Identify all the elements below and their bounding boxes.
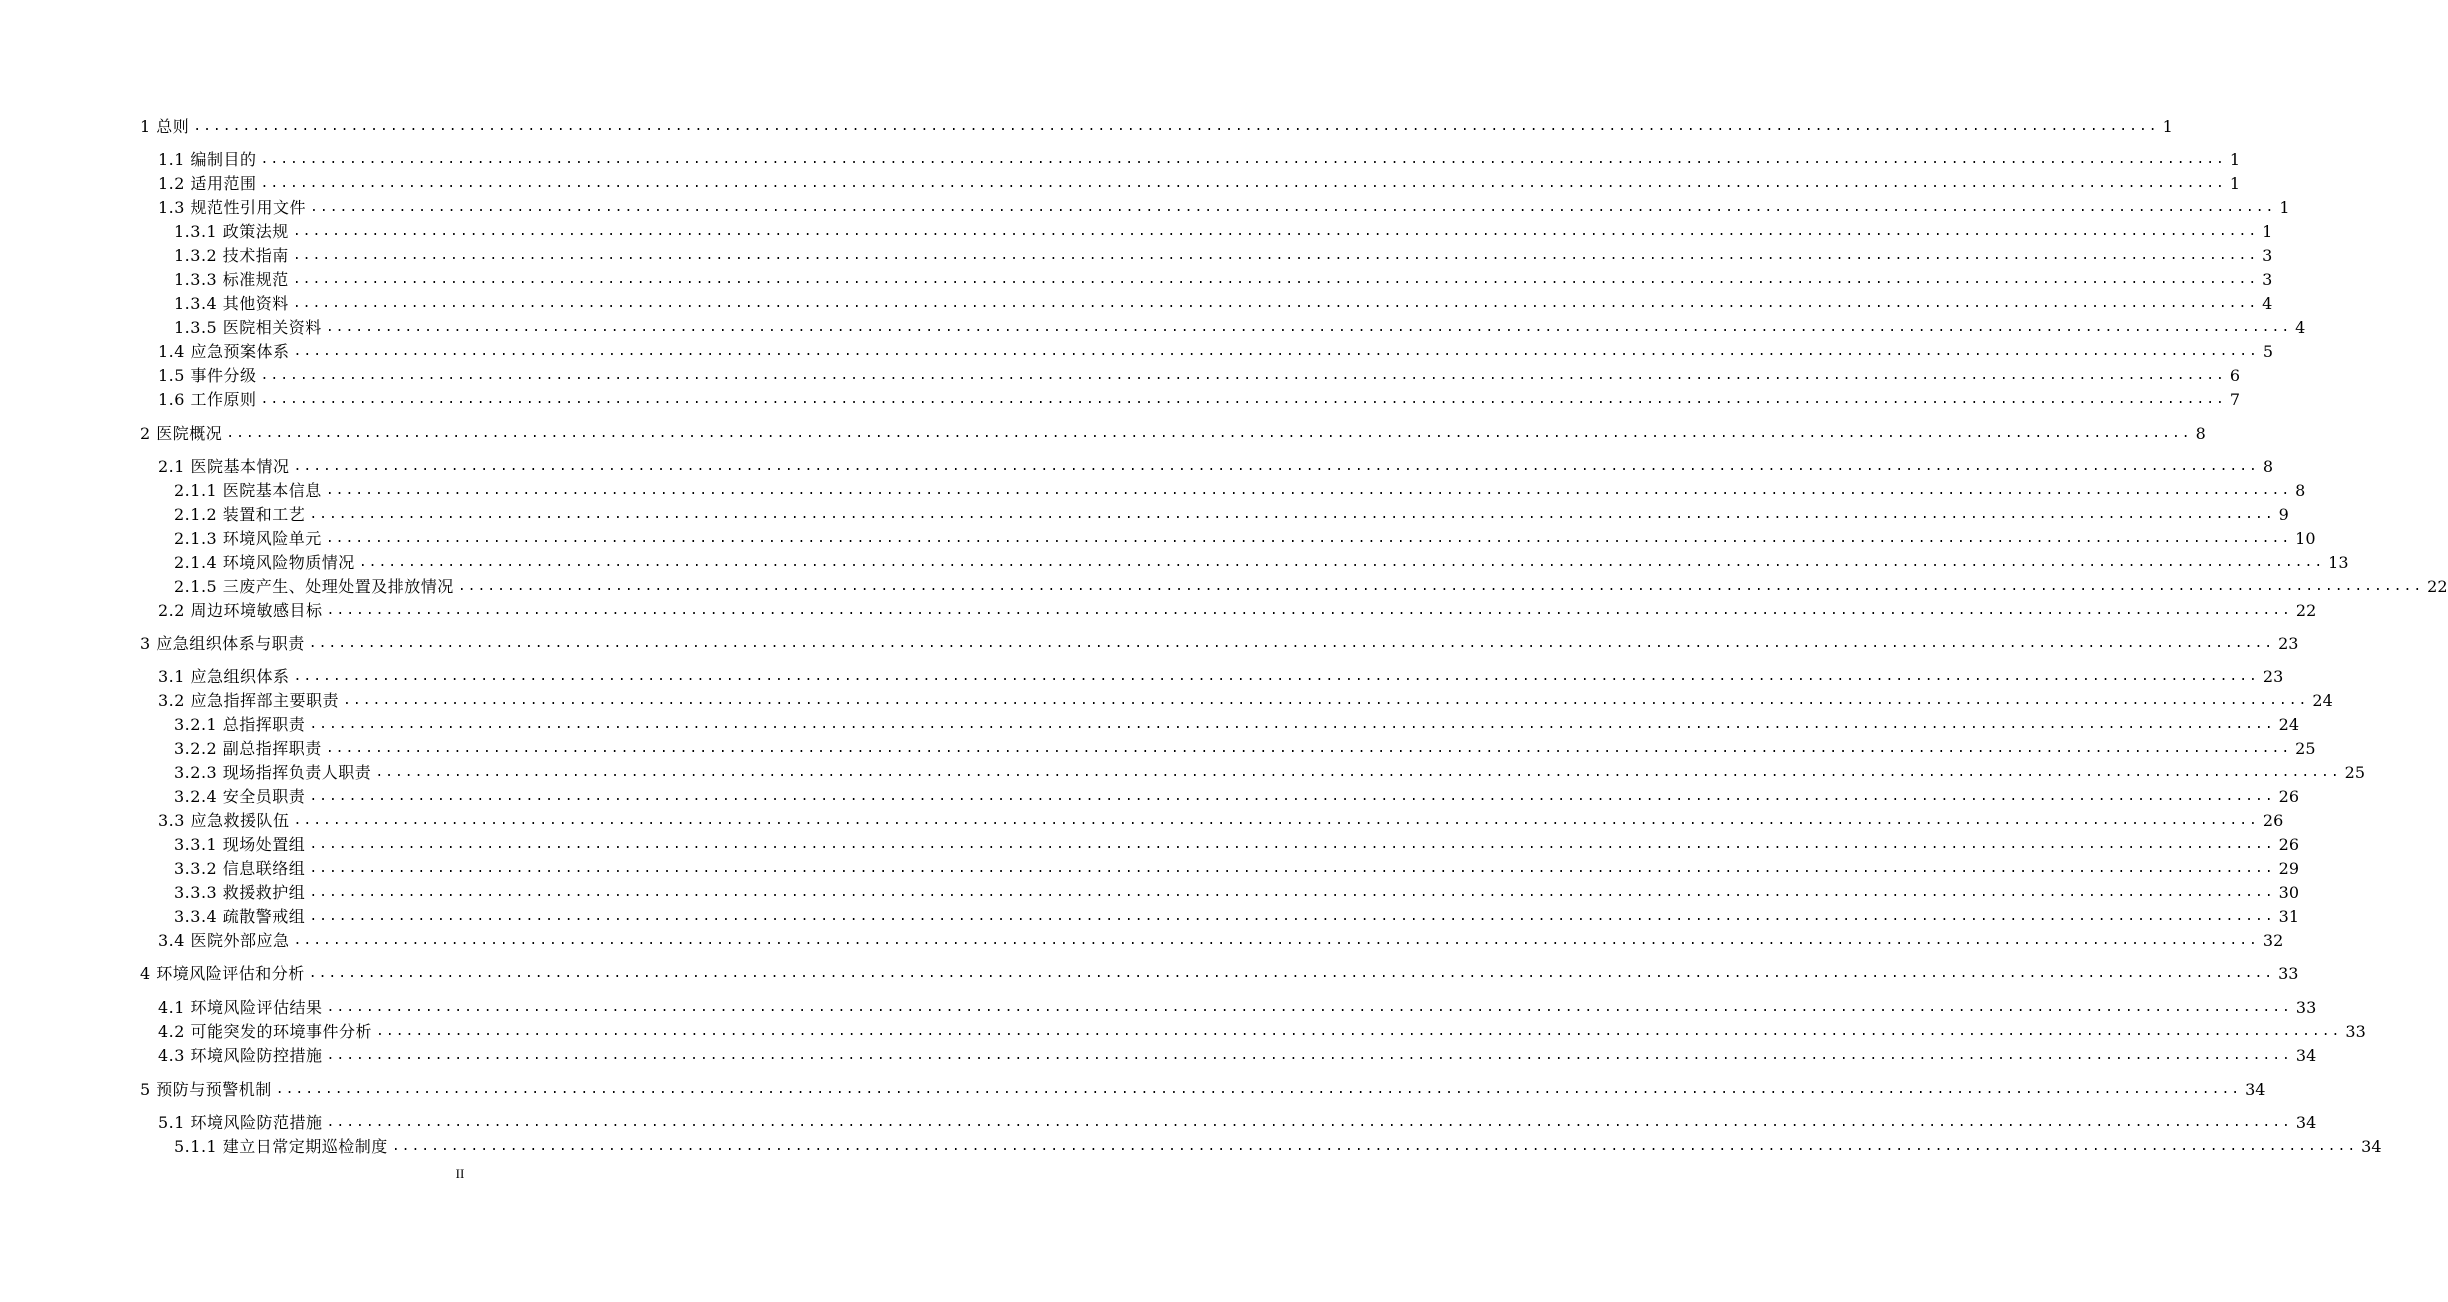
toc-entry-page-number: 4 <box>2262 294 2273 313</box>
toc-entry-page-number: 31 <box>2278 907 2300 926</box>
toc-dot-leader: ........................................................................................................................................................................................................ <box>260 152 2226 167</box>
toc-entry-page-number: 7 <box>2229 390 2241 409</box>
toc-dot-leader: ........................................................................................................................................................................................................ <box>292 248 2259 263</box>
toc-entry-level-3[interactable] <box>174 525 2316 549</box>
toc-dot-leader: ........................................................................................................................................................................................................ <box>326 1115 2292 1130</box>
toc-dot-leader: ........................................................................................................................................................................................................ <box>325 531 2292 546</box>
toc-entry-label: 3.2.1 总指挥职责 <box>174 715 306 734</box>
toc-entry-label: 3.3.1 现场处置组 <box>174 835 306 854</box>
toc-entry-label: 3.2.4 安全员职责 <box>174 787 306 806</box>
toc-entry-label: 5.1.1 建立日常定期巡检制度 <box>174 1137 388 1156</box>
toc-entry-level-2[interactable] <box>158 170 2241 194</box>
toc-dot-leader: ........................................................................................................................................................................................................ <box>292 272 2259 287</box>
toc-entry-level-2[interactable] <box>158 1109 2317 1133</box>
toc-entry-page-number: 1 <box>2162 117 2173 136</box>
toc-entry-level-2[interactable] <box>158 194 2290 218</box>
toc-entry-page-number: 8 <box>2295 481 2306 500</box>
toc-dot-leader: ........................................................................................................................................................................................................ <box>326 1000 2292 1015</box>
toc-entry-label: 4.3 环境风险防控措施 <box>158 1046 323 1065</box>
toc-entry-level-2[interactable] <box>158 994 2317 1018</box>
toc-dot-leader: ........................................................................................................................................................................................................ <box>310 200 2276 215</box>
toc-entry-label: 3 应急组织体系与职责 <box>140 634 305 653</box>
toc-dot-leader: ........................................................................................................................................................................................................ <box>309 885 2275 900</box>
toc-entry-label: 3.2.3 现场指挥负责人职责 <box>174 763 372 782</box>
toc-entry-page-number: 26 <box>2278 787 2300 806</box>
toc-entry-level-3[interactable] <box>174 266 2273 290</box>
toc-entry-label: 4 环境风险评估和分析 <box>140 964 305 983</box>
toc-dot-leader: ........................................................................................................................................................................................................ <box>275 1082 2242 1097</box>
toc-entry-page-number: 34 <box>2245 1080 2266 1099</box>
toc-entry-level-3[interactable] <box>174 735 2316 759</box>
toc-entry-label: 1.1 编制目的 <box>158 150 257 169</box>
toc-entry-level-2[interactable] <box>158 927 2284 951</box>
toc-entry-label: 3.1 应急组织体系 <box>158 667 290 686</box>
toc-dot-leader: ........................................................................................................................................................................................................ <box>326 1048 2292 1063</box>
toc-entry-page-number: 30 <box>2278 883 2300 902</box>
toc-dot-leader: ........................................................................................................................................................................................................ <box>293 813 2259 828</box>
toc-entry-level-3[interactable] <box>174 573 2448 597</box>
toc-dot-leader: ........................................................................................................................................................................................................ <box>260 368 2226 383</box>
toc-entry-level-1[interactable] <box>140 113 2173 137</box>
toc-entry-label: 3.4 医院外部应急 <box>158 931 290 950</box>
toc-entry-label: 1.3.5 医院相关资料 <box>174 318 322 337</box>
toc-entry-page-number: 26 <box>2262 811 2284 830</box>
toc-entry-label: 2.1.5 三废产生、处理处置及排放情况 <box>174 577 454 596</box>
toc-dot-leader: ........................................................................................................................................................................................................ <box>292 296 2259 311</box>
toc-entry-label: 2.1.3 环境风险单元 <box>174 529 322 548</box>
toc-entry-label: 3.3.2 信息联络组 <box>174 859 306 878</box>
toc-entry-level-3[interactable] <box>174 477 2306 501</box>
toc-dot-leader: ........................................................................................................................................................................................................ <box>391 1139 2358 1154</box>
toc-entry-level-1[interactable] <box>140 960 2299 984</box>
toc-entry-page-number: 23 <box>2278 634 2299 653</box>
toc-entry-level-3[interactable] <box>174 831 2300 855</box>
toc-entry-label: 2.1 医院基本情况 <box>158 457 290 476</box>
toc-dot-leader: ........................................................................................................................................................................................................ <box>309 861 2275 876</box>
toc-entry-level-2[interactable] <box>158 146 2241 170</box>
toc-entry-page-number: 4 <box>2295 318 2306 337</box>
toc-entry-level-3[interactable] <box>174 314 2306 338</box>
toc-dot-leader: ........................................................................................................................................................................................................ <box>325 741 2292 756</box>
toc-entry-label: 2.1.2 装置和工艺 <box>174 505 306 524</box>
toc-dot-leader: ........................................................................................................................................................................................................ <box>260 392 2226 407</box>
toc-dot-leader: ........................................................................................................................................................................................................ <box>343 693 2309 708</box>
toc-entry-level-2[interactable] <box>158 1018 2366 1042</box>
toc-dot-leader: ........................................................................................................................................................................................................ <box>325 483 2292 498</box>
toc-entry-level-2[interactable] <box>158 386 2241 410</box>
toc-entry-page-number: 23 <box>2262 667 2284 686</box>
toc-dot-leader: ........................................................................................................................................................................................................ <box>293 344 2259 359</box>
toc-entry-page-number: 33 <box>2278 964 2299 983</box>
toc-entry-level-3[interactable] <box>174 218 2273 242</box>
toc-entry-label: 1.3.4 其他资料 <box>174 294 289 313</box>
toc-entry-label: 1.3.1 政策法规 <box>174 222 289 241</box>
toc-entry-label: 1.3.2 技术指南 <box>174 246 289 265</box>
toc-dot-leader: ........................................................................................................................................................................................................ <box>358 555 2325 570</box>
toc-entry-label: 2.1.1 医院基本信息 <box>174 481 322 500</box>
toc-dot-leader: ........................................................................................................................................................................................................ <box>292 224 2259 239</box>
toc-dot-leader: ........................................................................................................................................................................................................ <box>376 1024 2342 1039</box>
toc-entry-page-number: 25 <box>2295 739 2316 758</box>
toc-dot-leader: ........................................................................................................................................................................................................ <box>309 789 2275 804</box>
toc-entry-label: 4.2 可能突发的环境事件分析 <box>158 1022 373 1041</box>
toc-dot-leader: ........................................................................................................................................................................................................ <box>326 603 2292 618</box>
toc-entry-page-number: 34 <box>2295 1046 2317 1065</box>
toc-entry-level-3[interactable] <box>174 855 2300 879</box>
toc-entry-page-number: 25 <box>2344 763 2366 782</box>
toc-entry-page-number: 9 <box>2278 505 2289 524</box>
toc-entry-page-number: 22 <box>2427 577 2448 596</box>
toc-entry-label: 1.3 规范性引用文件 <box>158 198 307 217</box>
toc-entry-level-3[interactable] <box>174 759 2366 783</box>
toc-entry-page-number: 13 <box>2328 553 2349 572</box>
toc-dot-leader: ........................................................................................................................................................................................................ <box>325 320 2292 335</box>
toc-entry-level-2[interactable] <box>158 1042 2317 1066</box>
toc-entry-level-3[interactable] <box>174 879 2300 903</box>
toc-entry-level-3[interactable] <box>174 549 2349 573</box>
toc-entry-page-number: 3 <box>2262 270 2273 289</box>
toc-dot-leader: ........................................................................................................................................................................................................ <box>293 933 2259 948</box>
toc-entry-page-number: 8 <box>2195 424 2206 443</box>
toc-entry-page-number: 26 <box>2278 835 2300 854</box>
toc-dot-leader: ........................................................................................................................................................................................................ <box>293 459 2259 474</box>
toc-entry-level-2[interactable] <box>158 597 2317 621</box>
page-footer-number: II <box>455 1166 465 1181</box>
toc-entry-level-3[interactable] <box>174 501 2289 525</box>
toc-entry-page-number: 29 <box>2278 859 2300 878</box>
toc-entry-page-number: 5 <box>2262 342 2274 361</box>
toc-dot-leader: ........................................................................................................................................................................................................ <box>309 507 2275 522</box>
toc-entry-page-number: 6 <box>2229 366 2241 385</box>
toc-entry-label: 5.1 环境风险防范措施 <box>158 1113 323 1132</box>
toc-entry-label: 1.6 工作原则 <box>158 390 257 409</box>
toc-entry-level-1[interactable] <box>140 1076 2266 1100</box>
toc-entry-label: 2.1.4 环境风险物质情况 <box>174 553 355 572</box>
toc-entry-label: 3.2.2 副总指挥职责 <box>174 739 322 758</box>
toc-entry-page-number: 1 <box>2229 150 2241 169</box>
toc-entry-label: 3.3.4 疏散警戒组 <box>174 907 306 926</box>
toc-entry-label: 1 总则 <box>140 117 190 136</box>
toc-entry-page-number: 24 <box>2278 715 2300 734</box>
toc-entry-page-number: 34 <box>2295 1113 2317 1132</box>
toc-dot-leader: ........................................................................................................................................................................................................ <box>193 119 2159 134</box>
toc-entry-page-number: 8 <box>2262 457 2274 476</box>
toc-dot-leader: ........................................................................................................................................................................................................ <box>226 426 2192 441</box>
toc-dot-leader: ........................................................................................................................................................................................................ <box>293 669 2259 684</box>
toc-entry-label: 3.3.3 救援救护组 <box>174 883 306 902</box>
toc-entry-page-number: 1 <box>2229 174 2241 193</box>
toc-dot-leader: ........................................................................................................................................................................................................ <box>457 579 2424 594</box>
toc-entry-label: 1.2 适用范围 <box>158 174 257 193</box>
toc-entry-level-2[interactable] <box>158 663 2284 687</box>
toc-entry-level-3[interactable] <box>174 290 2273 314</box>
toc-entry-level-2[interactable] <box>158 338 2274 362</box>
toc-entry-page-number: 1 <box>2279 198 2290 217</box>
toc-entry-page-number: 33 <box>2345 1022 2366 1041</box>
toc-entry-page-number: 34 <box>2361 1137 2382 1156</box>
toc-entry-page-number: 32 <box>2262 931 2284 950</box>
toc-entry-page-number: 33 <box>2295 998 2317 1017</box>
toc-entry-label: 2 医院概况 <box>140 424 223 443</box>
toc-entry-level-2[interactable] <box>158 687 2333 711</box>
toc-dot-leader: ........................................................................................................................................................................................................ <box>260 176 2226 191</box>
toc-entry-level-3[interactable] <box>174 242 2273 266</box>
toc-entry-level-3[interactable] <box>174 903 2300 927</box>
toc-entry-level-3[interactable] <box>174 1133 2382 1157</box>
toc-entry-page-number: 3 <box>2262 246 2273 265</box>
toc-entry-page-number: 22 <box>2295 601 2317 620</box>
toc-entry-page-number: 10 <box>2295 529 2316 548</box>
toc-entry-level-1[interactable] <box>140 420 2206 444</box>
toc-entry-level-1[interactable] <box>140 630 2299 654</box>
toc-entry-label: 2.2 周边环境敏感目标 <box>158 601 323 620</box>
toc-entry-label: 3.2 应急指挥部主要职责 <box>158 691 340 710</box>
toc-entry-page-number: 1 <box>2262 222 2273 241</box>
toc-entry-label: 1.4 应急预案体系 <box>158 342 290 361</box>
toc-dot-leader: ........................................................................................................................................................................................................ <box>375 765 2341 780</box>
toc-dot-leader: ........................................................................................................................................................................................................ <box>309 717 2275 732</box>
toc-entry-page-number: 24 <box>2312 691 2333 710</box>
toc-entry-label: 4.1 环境风险评估结果 <box>158 998 323 1017</box>
toc-entry-label: 5 预防与预警机制 <box>140 1080 272 1099</box>
toc-entry-level-2[interactable] <box>158 362 2241 386</box>
toc-entry-level-2[interactable] <box>158 807 2284 831</box>
toc-dot-leader: ........................................................................................................................................................................................................ <box>308 636 2275 651</box>
toc-entry-label: 3.3 应急救援队伍 <box>158 811 290 830</box>
toc-entry-level-3[interactable] <box>174 711 2300 735</box>
toc-entry-level-3[interactable] <box>174 783 2300 807</box>
toc-entry-level-2[interactable] <box>158 453 2274 477</box>
toc-dot-leader: ........................................................................................................................................................................................................ <box>309 909 2275 924</box>
toc-entry-label: 1.3.3 标准规范 <box>174 270 289 289</box>
toc-dot-leader: ........................................................................................................................................................................................................ <box>308 966 2275 981</box>
toc-entry-label: 1.5 事件分级 <box>158 366 257 385</box>
toc-dot-leader: ........................................................................................................................................................................................................ <box>309 837 2275 852</box>
